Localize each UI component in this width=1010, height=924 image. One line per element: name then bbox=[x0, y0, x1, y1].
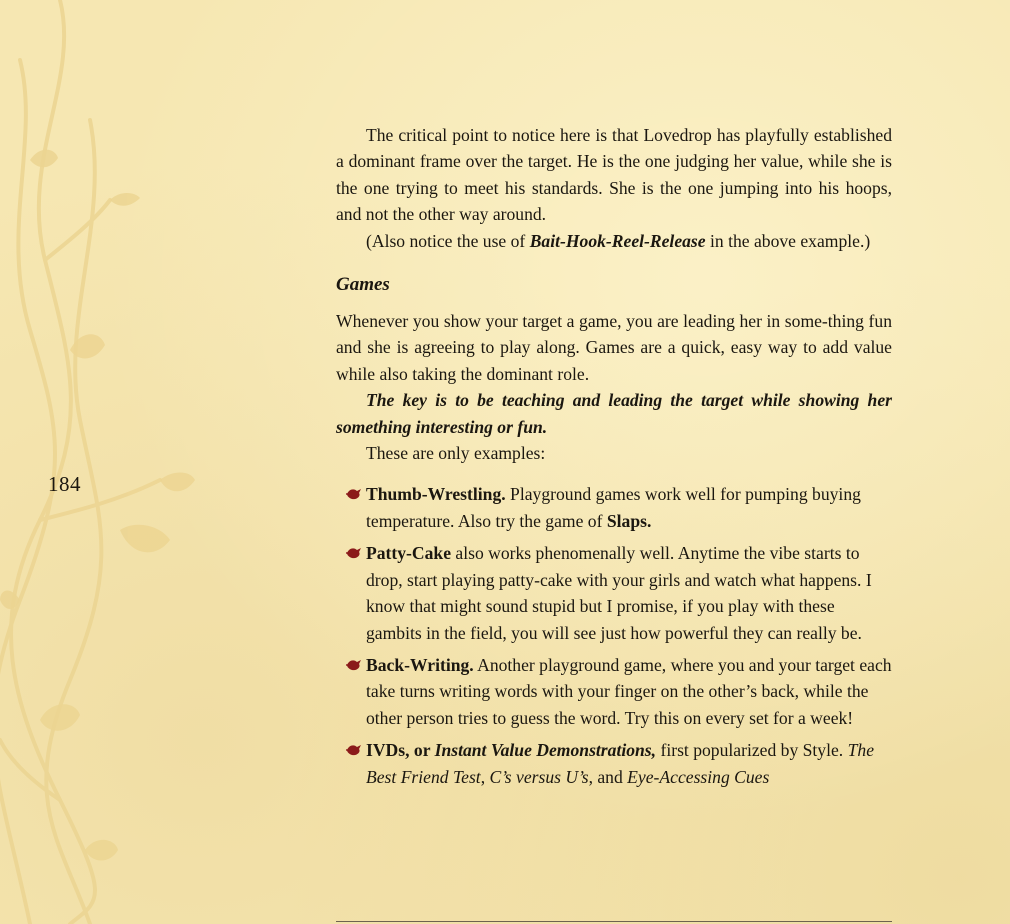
list-item: Thumb-Wrestling. Playground games work well for pumping buying temperature. Also try the game of Slaps. bbox=[336, 481, 892, 534]
page-body bbox=[336, 122, 892, 796]
list-item: Back-Writing. Another playground game, where you and your target each take turns writing words with your finger on the other’s back, while the other person tries to guess the word. Try this on every set for a week! bbox=[336, 652, 892, 731]
leaf-bullet-icon bbox=[345, 742, 363, 758]
paragraph-dominant-frame: The critical point to notice here is that Lovedrop has playfully established a dominant frame over the target. He is the one judging her value, while she is the one trying to meet his standards. She is the one jumping into his hoops, and not the other way around. bbox=[336, 125, 892, 225]
page-number: 184 bbox=[48, 472, 81, 496]
paragraph-key-point: The key is to be teaching and leading the target while showing her something interesting or fun. bbox=[336, 390, 892, 437]
paragraph-bait-hook-note: (Also notice the use of Bait-Hook-Reel-Release in the above example.) bbox=[366, 230, 871, 251]
list-item: IVDs, or Instant Value Demonstrations, first popularized by Style. The Best Friend Test, C’s versus U’s, and Eye-Accessing Cues bbox=[336, 737, 892, 790]
examples-list bbox=[336, 481, 892, 789]
emphasis-term: Bait-Hook-Reel-Release bbox=[529, 230, 706, 251]
list-item: Patty-Cake also works phenomenally well. Anytime the vibe starts to drop, start playing patty-cake with your girls and watch what happens. I know that might sound stupid but I promise, if you play with these gambits in the field, you will see just how powerful they can really be. bbox=[336, 540, 892, 646]
paragraph-games-intro: Whenever you show your target a game, you are leading her in some-thing fun and she is agreeing to play along. Games are a quick, easy way to add value while also taking the dominant role. bbox=[336, 311, 892, 384]
paragraph-examples-lead: These are only examples: bbox=[366, 443, 546, 464]
leaf-bullet-icon bbox=[345, 486, 363, 502]
footer-rule bbox=[336, 921, 892, 922]
decorative-vine-illustration bbox=[0, 0, 200, 924]
leaf-bullet-icon bbox=[345, 545, 363, 561]
section-heading-games: Games bbox=[336, 274, 390, 296]
leaf-bullet-icon bbox=[345, 657, 363, 673]
